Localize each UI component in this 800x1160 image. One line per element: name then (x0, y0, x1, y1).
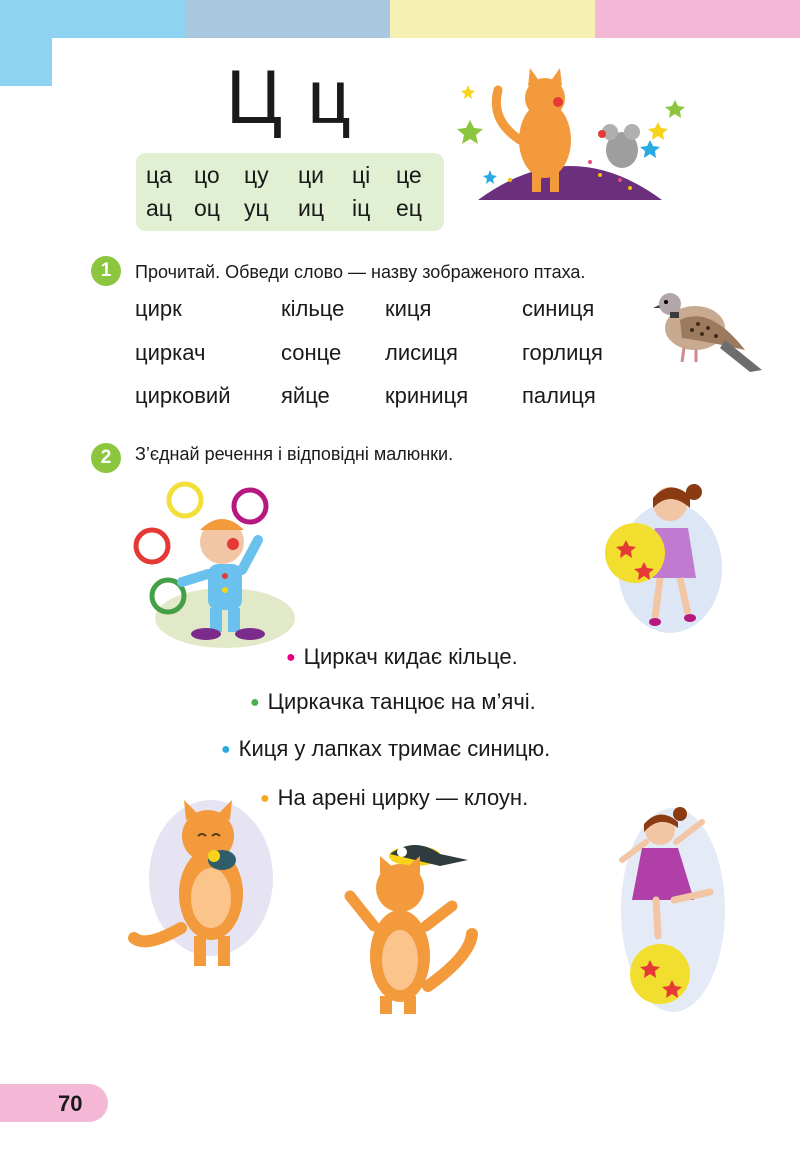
syllable: ца (146, 162, 172, 188)
sentence-item[interactable] (250, 689, 536, 718)
syllable: цу (244, 162, 269, 188)
word[interactable]: киця (385, 296, 432, 321)
word[interactable]: синиця (522, 296, 595, 321)
word[interactable]: лисиця (385, 340, 458, 365)
word[interactable]: горлиця (522, 340, 603, 365)
page-title-letter: Ц ц (226, 55, 353, 140)
girl-with-ball-icon (600, 478, 725, 638)
top-bar-yellow (390, 0, 595, 38)
bullet-dot: ● (250, 694, 260, 711)
word[interactable]: цирковий (135, 383, 231, 408)
cat-with-mouse-icon (450, 60, 700, 210)
syllable: ци (298, 162, 325, 188)
word[interactable]: палиця (522, 383, 596, 408)
syllable: це (396, 162, 422, 188)
word[interactable]: сонце (281, 340, 342, 365)
task1-instruction: Прочитай. Обведи слово — назву зображеного птаха. (135, 262, 586, 282)
juggling-clown-icon (130, 478, 300, 650)
syllable: іц (352, 195, 371, 221)
word[interactable]: кільце (281, 296, 345, 321)
top-bar-steel (185, 0, 390, 38)
word[interactable]: яйце (281, 383, 330, 408)
word[interactable]: циркач (135, 340, 206, 365)
top-bar-pink (595, 0, 800, 38)
word[interactable]: цирк (135, 296, 182, 321)
syllable: ец (396, 195, 422, 221)
syllable: ці (352, 162, 371, 188)
sentence-item[interactable] (260, 785, 528, 814)
sentence-text: Киця у лапках тримає синицю. (238, 736, 551, 761)
bullet-dot: ● (286, 649, 296, 666)
sentence-text: На арені цирку — клоун. (277, 785, 529, 810)
task2-instruction: З’єднай речення і відповідні малюнки. (135, 444, 454, 464)
cat-holding-bird-icon (126, 798, 276, 978)
bullet-dot: ● (260, 790, 270, 807)
page-number-tab (0, 1084, 108, 1122)
ballerina-on-ball-icon (598, 800, 728, 1020)
syllable: цо (194, 162, 220, 188)
sentence-item[interactable] (286, 644, 518, 673)
syllable: иц (298, 195, 325, 221)
turtle-dove-icon (650, 280, 765, 375)
syllable: ац (146, 195, 172, 221)
word[interactable]: криниця (385, 383, 469, 408)
corner-tab (0, 0, 52, 86)
page-number: 70 (58, 1091, 83, 1116)
task-number-badge: 1 (91, 256, 121, 286)
task-number-badge: 2 (91, 443, 121, 473)
sentence-item[interactable] (221, 736, 550, 765)
bullet-dot: ● (221, 741, 231, 758)
sentence-text: Циркачка танцює на м’ячі. (267, 689, 536, 714)
sentence-text: Циркач кидає кільце. (303, 644, 518, 669)
cat-with-titmouse-icon (340, 846, 490, 1016)
syllable: уц (244, 195, 269, 221)
syllable: оц (194, 195, 220, 221)
